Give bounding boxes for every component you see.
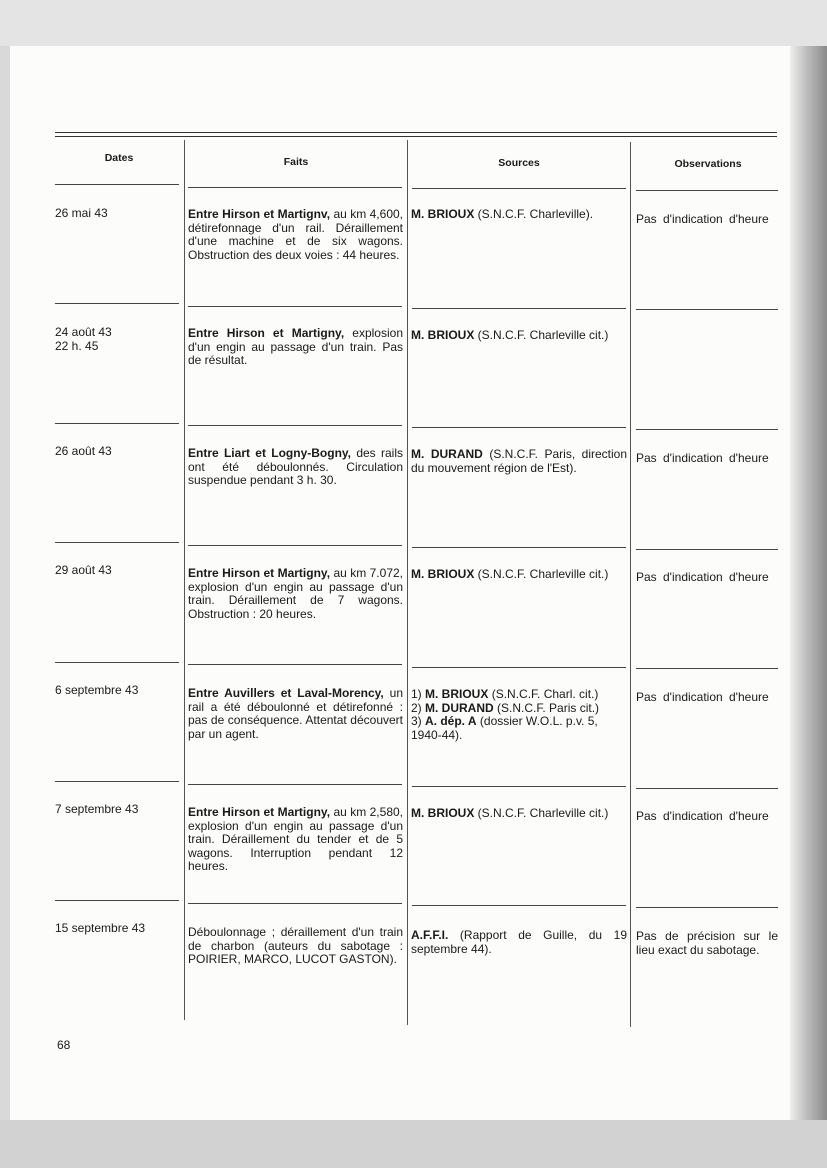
table-top-rule — [55, 132, 777, 133]
row3-separator-faits — [188, 545, 402, 546]
row5-source-2-num: 2) — [411, 700, 422, 715]
table-top-rule-2 — [55, 136, 777, 137]
row2-fait-location: Entre Hirson et Martigny, — [188, 326, 345, 340]
row7-source-text: (Rapport de Guille, du 19 septembre 44). — [411, 928, 627, 956]
row5-source-1-text: (S.N.C.F. Charl. cit.) — [488, 687, 599, 701]
row5-separator-observations — [636, 788, 778, 789]
row6-separator-observations — [636, 907, 778, 908]
row5-source-3 — [411, 715, 627, 742]
row2-source — [411, 329, 629, 343]
row6-fait-location: Entre Hirson et Martigny, — [188, 805, 331, 819]
row1-source — [411, 208, 627, 222]
row2-separator-faits — [188, 425, 402, 426]
row1-fait-text: au km 4,600, détirefonnage d'un rail. Déraillement d'une machine et de six wagons. Obstruction des deux voies : 44 heures. — [188, 207, 403, 262]
row5-source-3-num: 3) — [411, 714, 422, 729]
row1-separator-sources — [412, 308, 626, 309]
row4-fait-text: au km 7.072, explosion d'un engin au passage d'un train. Déraillement de 7 wagons. Obstruction : 20 heures. — [188, 566, 403, 621]
row7-fait-text: Déboulonnage ; déraillement d'un train de charbon (auteurs du sabotage : POIRIER, MARCO, LUCOT GASTON). — [188, 925, 403, 967]
header-sources: Sources — [498, 157, 540, 169]
row1-separator-faits — [188, 306, 402, 307]
row6-separator-dates — [55, 900, 179, 901]
row5-sources-list — [411, 688, 627, 742]
scan-bottom-margin — [0, 1120, 827, 1168]
row1-date: 26 mai 43 — [55, 206, 108, 220]
row7-source — [411, 929, 627, 956]
row4-separator-faits — [188, 664, 402, 665]
row4-separator-observations — [636, 668, 778, 669]
row6-source-text: (S.N.C.F. Charleville cit.) — [474, 806, 609, 820]
row7-date: 15 septembre 43 — [55, 921, 146, 935]
row5-source-1 — [411, 688, 627, 702]
row6-source — [411, 807, 629, 821]
column-divider-2 — [407, 140, 408, 1025]
row3-source — [411, 448, 627, 475]
row4-source-text: (S.N.C.F. Charleville cit.) — [474, 567, 609, 581]
row1-source-name: M. BRIOUX — [411, 207, 475, 221]
row1-observation: Pas d'indication d'heure — [636, 212, 769, 226]
row6-observation: Pas d'indication d'heure — [636, 809, 769, 823]
header-separator-sources — [412, 188, 626, 189]
row6-date: 7 septembre 43 — [55, 802, 139, 816]
row3-fait-location: Entre Liart et Logny-Bogny, — [188, 446, 352, 460]
row5-separator-sources — [412, 786, 626, 787]
row5-source-2-name: M. DURAND — [425, 700, 494, 715]
row3-source-text: (S.N.C.F. Paris, direction du mouvement région de l'Est). — [411, 447, 627, 475]
row4-date: 29 août 43 — [55, 563, 112, 577]
header-dates: Dates — [104, 152, 134, 164]
row4-separator-dates — [55, 662, 179, 663]
row5-fait-text: un rail a été déboulonné et détirefonné : pas de conséquence. Attentat découvert par un agent. — [188, 686, 403, 741]
row5-date: 6 septembre 43 — [55, 683, 139, 697]
scan-top-margin — [0, 0, 827, 46]
row3-separator-sources — [412, 547, 626, 548]
row2-source-name: M. BRIOUX — [411, 328, 475, 342]
row5-source-3-text: (dossier W.O.L. p.v. 5, 1940-44). — [411, 714, 598, 742]
row3-separator-observations — [636, 549, 778, 550]
row5-separator-faits — [188, 784, 402, 785]
column-divider-3 — [630, 142, 631, 1027]
row1-separator-observations — [636, 309, 778, 310]
row5-source-1-num: 1) — [411, 687, 422, 701]
header-separator-dates — [55, 184, 179, 185]
row3-fait — [188, 447, 403, 488]
row2-date — [55, 326, 180, 353]
row6-fait-text: au km 2,580, explosion d'un engin au passage d'un train. Déraillement du tender et de 5 wagons. Interruption pendant 12 heures. — [188, 805, 403, 874]
row2-separator-sources — [412, 427, 626, 428]
header-faits: Faits — [283, 156, 309, 168]
row3-observation: Pas d'indication d'heure — [636, 451, 769, 465]
row4-source-name: M. BRIOUX — [411, 567, 475, 581]
row4-fait-location: Entre Hirson et Martigny, — [188, 566, 331, 580]
page-edge-shadow — [790, 46, 827, 1120]
row6-separator-sources — [412, 905, 626, 906]
row6-source-name: M. BRIOUX — [411, 806, 475, 820]
row3-fait-text: des rails ont été déboulonnés. Circulation suspendue pendant 3 h. 30. — [188, 446, 403, 488]
row5-fait — [188, 687, 403, 741]
column-divider-1 — [184, 140, 185, 1020]
row7-source-name: A.F.F.I. — [411, 928, 449, 942]
row5-separator-dates — [55, 781, 179, 782]
row1-source-text: (S.N.C.F. Charleville). — [474, 207, 594, 221]
row5-fait-location: Entre Auvillers et Laval-Morency, — [188, 686, 384, 700]
row2-date-day: 24 août 43 — [55, 325, 112, 339]
row1-separator-dates — [55, 303, 179, 304]
row4-observation: Pas d'indication d'heure — [636, 570, 769, 584]
row3-source-name: M. DURAND — [411, 447, 483, 461]
header-separator-faits — [188, 187, 402, 188]
row4-separator-sources — [412, 667, 626, 668]
row1-fait-location: Entre Hirson et Martignv, — [188, 207, 331, 221]
row2-source-text: (S.N.C.F. Charleville cit.) — [474, 328, 609, 342]
row3-separator-dates — [55, 542, 179, 543]
page-number: 68 — [57, 1038, 71, 1052]
row2-fait-text: explosion d'un engin au passage d'un train. Pas de résultat. — [188, 326, 403, 368]
row3-date: 26 août 43 — [55, 444, 112, 458]
row7-fait — [188, 926, 403, 967]
row4-source — [411, 568, 629, 582]
row5-observation: Pas d'indication d'heure — [636, 690, 769, 704]
row4-fait — [188, 567, 403, 621]
row7-observation: Pas de précision sur le lieu exact du sabotage. — [636, 929, 778, 957]
row2-separator-dates — [55, 423, 179, 424]
row2-date-time: 22 h. 45 — [55, 338, 99, 353]
row6-separator-faits — [188, 903, 402, 904]
row5-source-3-name: A. dép. A — [425, 714, 477, 729]
header-separator-observations — [636, 190, 778, 191]
row2-separator-observations — [636, 429, 778, 430]
row5-source-2 — [411, 702, 627, 716]
row2-fait — [188, 327, 403, 368]
row5-source-1-name: M. BRIOUX — [425, 687, 489, 701]
row1-fait — [188, 208, 403, 262]
header-observations: Observations — [674, 158, 742, 170]
row6-fait — [188, 806, 403, 874]
row5-source-2-text: (S.N.C.F. Paris cit.) — [493, 700, 600, 715]
